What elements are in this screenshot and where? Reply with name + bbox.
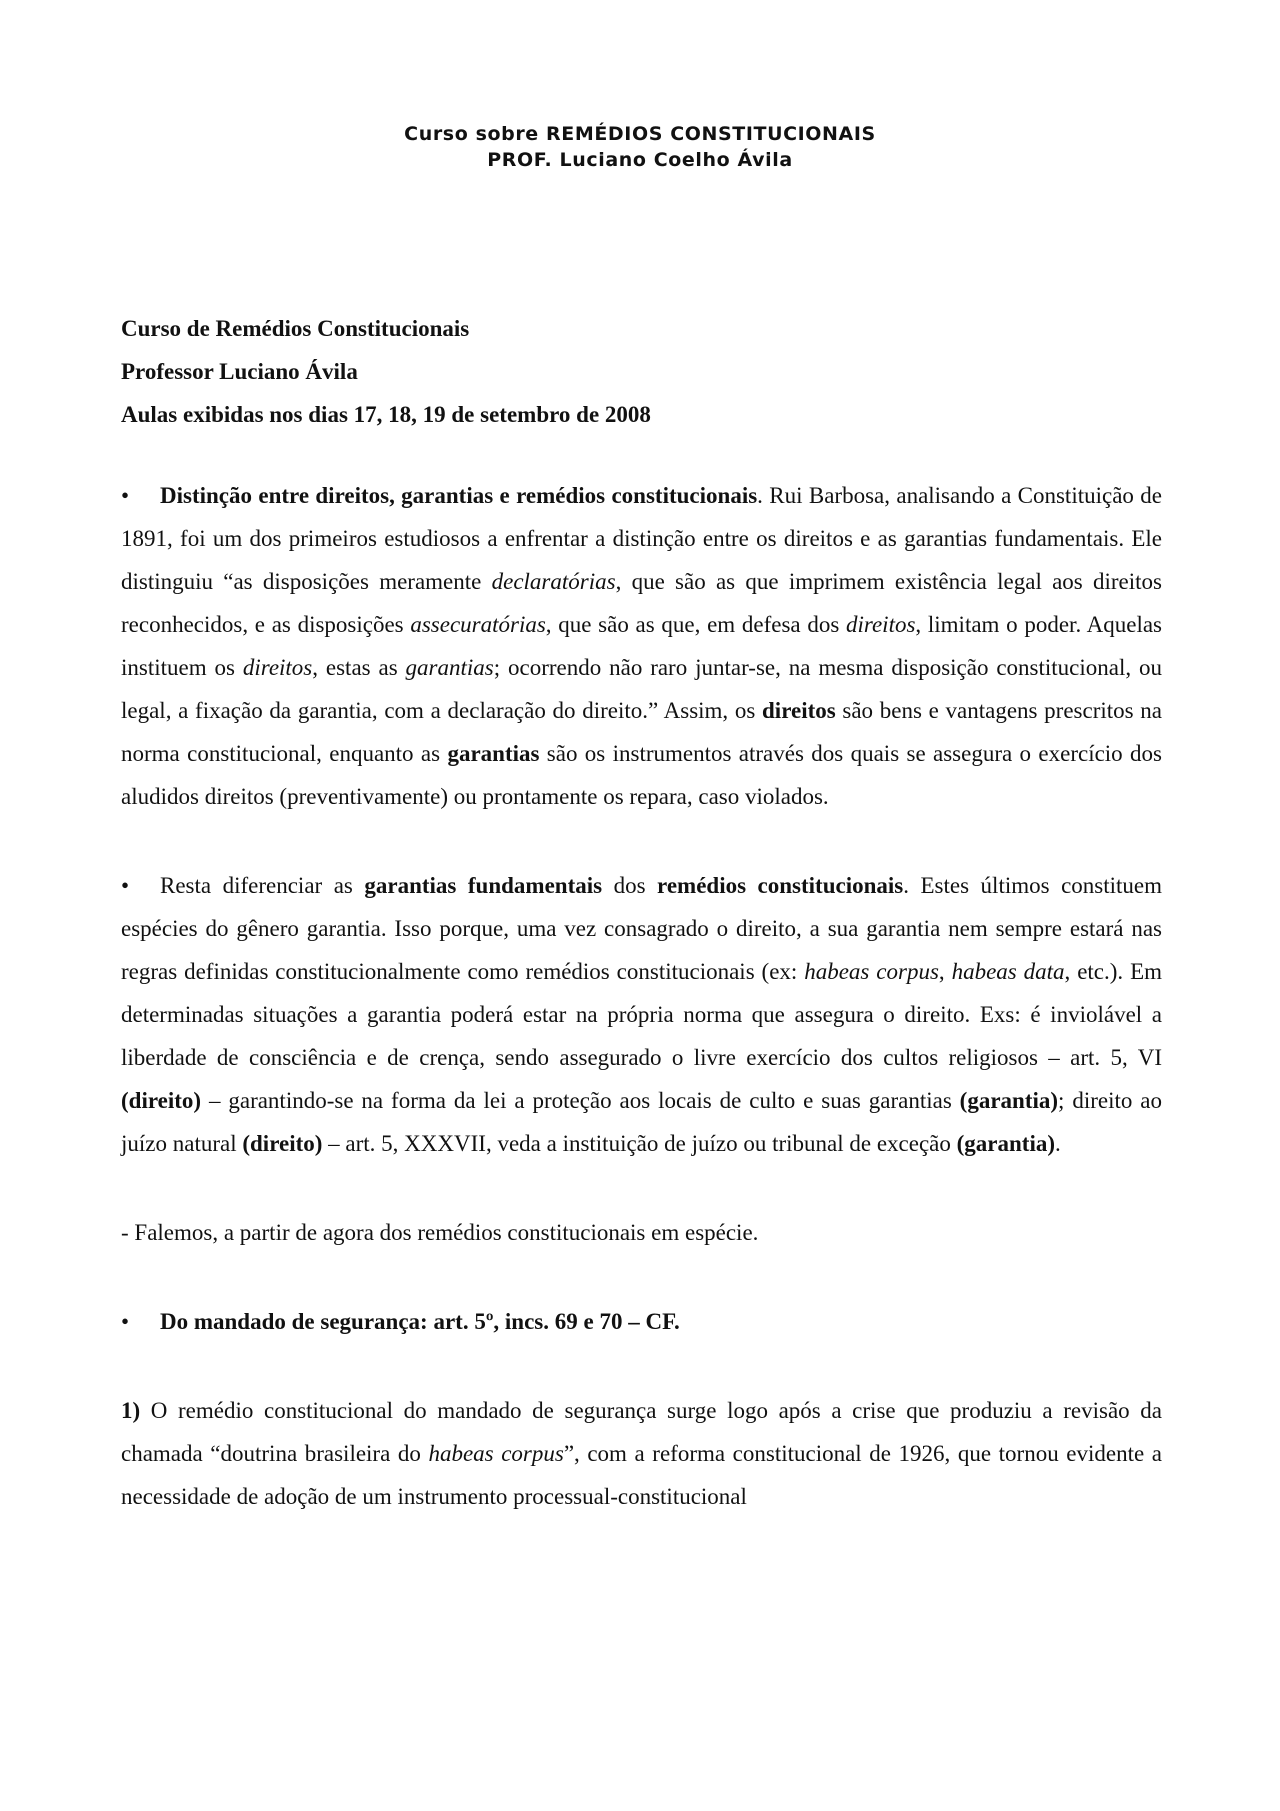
section-heading-mandado: • Do mandado de segurança: art. 5º, incs. 69 e 70 – CF. [121,1300,1162,1343]
bullet-icon: • [121,873,130,898]
document-body [121,307,1162,1518]
course-title: Curso de Remédios Constitucionais [121,316,470,341]
paragraph-distinction: • Distinção entre direitos, garantias e remédios constitucionais. Rui Barbosa, analisando a Constituição de 1891, foi um dos primeiros estudiosos a enfrentar a distinção entre os direitos e as garantias fundamentais. Ele distinguiu “as disposições meramente declaratórias, que são as que imprimem existência legal aos direitos reconhecidos, e as disposições assecuratórias, que são as que, em defesa dos direitos, limitam o poder. Aquelas instituem os direitos, estas as garantias; ocorrendo não raro juntar-se, na mesma disposição constitucional, ou legal, a fixação da garantia, com a declaração do direito.” Assim, os direitos são bens e vantagens prescritos na norma constitucional, enquanto as garantias são os instrumentos através dos quais se assegura o exercício dos aludidos direitos (preventivamente) ou prontamente os repara, caso violados. [121,474,1162,818]
class-dates: Aulas exibidas nos dias 17, 18, 19 de setembro de 2008 [121,402,651,427]
paragraph-transition-note: - Falemos, a partir de agora dos remédios constitucionais em espécie. [121,1220,759,1245]
header-title: Curso sobre REMÉDIOS CONSTITUCIONAIS [404,123,876,145]
paragraph-mandado-history: 1) O remédio constitucional do mandado de segurança surge logo após a crise que produziu a revisão da chamada “doutrina brasileira do habeas corpus”, com a reforma constitucional de 1926, que tornou evidente a necessidade de adoção de um instrumento processual-constitucional [121,1398,1162,1509]
header-professor: PROF. Luciano Coelho Ávila [487,149,793,171]
section-heading: Distinção entre direitos, garantias e remédios constitucionais [160,483,758,508]
professor-name: Professor Luciano Ávila [121,359,358,384]
item-number: 1) [121,1398,141,1423]
bullet-icon: • [121,1309,130,1334]
paragraph-guarantees-vs-remedies: • Resta diferenciar as garantias fundamentais dos remédios constitucionais. Estes últimos constituem espécies do gênero garantia. Isso porque, uma vez consagrado o direito, a sua garantia nem sempre estará nas regras definidas constitucionalmente como remédios constitucionais (ex: habeas corpus, habeas data, etc.). Em determinadas situações a garantia poderá estar na própria norma que assegura o direito. Exs: é inviolável a liberdade de consciência e de crença, sendo assegurado o livre exercício dos cultos religiosos – art. 5, VI (direito) – garantindo-se na forma da lei a proteção aos locais de culto e suas garantias (garantia); direito ao juízo natural (direito) – art. 5, XXXVII, veda a instituição de juízo ou tribunal de exceção (garantia). [121,864,1162,1165]
page-header [0,121,1280,173]
bullet-icon: • [121,483,130,508]
intro-block [121,307,1162,436]
